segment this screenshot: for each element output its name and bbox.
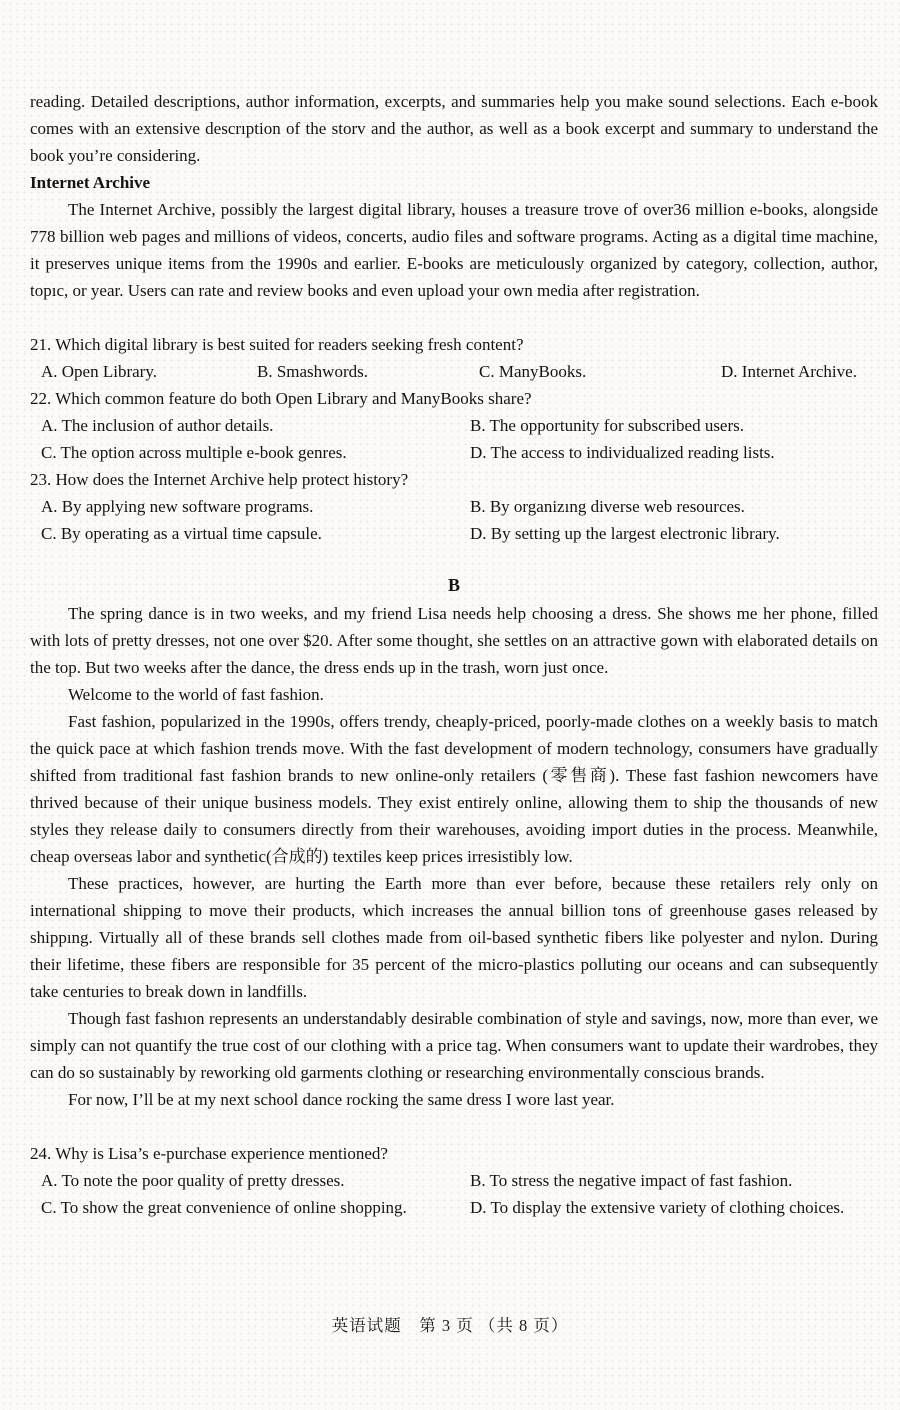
question-23-options-row-2	[30, 520, 878, 547]
question-22-prompt	[30, 385, 878, 412]
passage-b-paragraph-4: These practices, however, are hurting the Earth more than ever before, because these retailers rely only on international shipping to move their products, which increases the annual billion tons of greenhouse gases released by shippıng. Virtually all of these brands sell clothes made from oil-based synthetic fibers like polyester and nylon. During their lifetime, these fibers are responsible for 35 percent of the micro-plastics polluting our oceans and can subsequently take centuries to break down in landfills.	[30, 874, 878, 1001]
passage-a-paragraph: The Internet Archive, possibly the largest digital library, houses a treasure trove of over36 million e-books, alongside 778 billion web pages and millions of videos, concerts, audio files and software programs. Acting as a digital time machine, it preserves unique items from the 1990s and earlier. E-books are meticulously organized by category, collection, author, topıc, or year. Users can rate and review books and even upload your own media after registration.	[30, 200, 878, 300]
q22-option-d: D. The access to individualized reading lists.	[470, 443, 775, 462]
question-21-prompt	[30, 331, 878, 358]
question-22	[30, 385, 878, 466]
question-22-options-row-1	[30, 412, 878, 439]
question-23-prompt	[30, 466, 878, 493]
q21-option-b: B. Smashwords.	[257, 362, 368, 381]
passage-b-paragraph-1: The spring dance is in two weeks, and my friend Lisa needs help choosing a dress. She shows me her phone, filled with lots of pretty dresses, not one over $20. After some thought, she settles on an attractive gown with elaborated details on the top. But two weeks after the dance, the dress ends up in the trash, worn just once.	[30, 604, 878, 677]
question-24-options-row-1	[30, 1167, 878, 1194]
q22-option-a: A. The inclusion of author details.	[41, 416, 274, 435]
passage-b-paragraph-5: Though fast fashıon represents an understandably desirable combination of style and savings, now, more than ever, we simply can not quantify the true cost of our clothing with a price tag. When consumers want to update their wardrobes, they can do so sustainably by reworking old garments clothing or researching environmentally conscious brands.	[30, 1009, 878, 1082]
question-22-options-row-2	[30, 439, 878, 466]
q21-option-d: D. Internet Archive.	[721, 362, 857, 381]
page-content	[30, 88, 878, 1221]
q24-option-c: C. To show the great convenience of online shopping.	[41, 1198, 407, 1217]
question-23	[30, 466, 878, 547]
question-21-options	[30, 358, 878, 385]
question-21	[30, 331, 878, 385]
passage-a-continuation: reading. Detailed descriptions, author information, excerpts, and summaries help you make sound selections. Each e-book comes with an extensive descrıption of the storv and the author, as well as a book excerpt and summary to understand the book you’re considering.	[30, 92, 878, 165]
q21-option-a: A. Open Library.	[41, 362, 157, 381]
passage-b-paragraph-3: Fast fashion, popularized in the 1990s, offers trendy, cheaply-priced, poorly-made clothes on a weekly basis to match the quick pace at which fashion trends move. With the fast development of modern technology, consumers have gradually shifted from traditional fast fashion brands to new online-only retailers (零售商). These fast fashion newcomers have thrived because of their unique business models. They exist entirely online, allowing them to ship the thousands of new styles they release daily to consumers directly from their warehouses, avoiding import duties in the process. Meanwhile, cheap overseas labor and synthetic(合成的) textiles keep prices irresistibly low.	[30, 712, 878, 866]
q23-option-b: B. By organizıng diverse web resources.	[470, 497, 745, 516]
question-21-number: 21.	[30, 335, 52, 354]
q24-option-a: A. To note the poor quality of pretty dresses.	[41, 1171, 345, 1190]
question-22-number: 22.	[30, 389, 52, 408]
question-24-options-row-2	[30, 1194, 878, 1221]
passage-b-section-label: B	[447, 575, 460, 595]
q24-option-b: B. To stress the negative impact of fast fashion.	[470, 1171, 793, 1190]
q23-option-a: A. By applying new software programs.	[41, 497, 314, 516]
q22-option-b: B. The opportunity for subscribed users.	[470, 416, 745, 435]
passage-b-paragraph-6: For now, I’ll be at my next school dance rocking the same dress I wore last year.	[68, 1090, 615, 1109]
q24-option-d: D. To display the extensive variety of clothing choices.	[470, 1198, 845, 1217]
passage-a-subheading: Internet Archive	[30, 173, 151, 192]
question-24-prompt	[30, 1140, 878, 1167]
question-23-number: 23.	[30, 470, 52, 489]
q21-option-c: C. ManyBooks.	[479, 362, 587, 381]
passage-b-paragraph-2: Welcome to the world of fast fashion.	[68, 685, 324, 704]
page-footer: 英语试题 第 3 页 （共 8 页）	[331, 1316, 569, 1335]
q23-option-c: C. By operating as a virtual time capsule.	[41, 524, 322, 543]
question-24	[30, 1140, 878, 1221]
question-23-options-row-1	[30, 493, 878, 520]
question-23-text: How does the Internet Archive help protect history?	[55, 470, 409, 489]
question-24-number: 24.	[30, 1144, 52, 1163]
question-21-text: Which digital library is best suited for readers seeking fresh content?	[55, 335, 524, 354]
q23-option-d: D. By setting up the largest electronic library.	[470, 524, 780, 543]
q22-option-c: C. The option across multiple e-book genres.	[41, 443, 347, 462]
question-22-text: Which common feature do both Open Library and ManyBooks share?	[55, 389, 532, 408]
question-24-text: Why is Lisa’s e-purchase experience mentioned?	[55, 1144, 388, 1163]
